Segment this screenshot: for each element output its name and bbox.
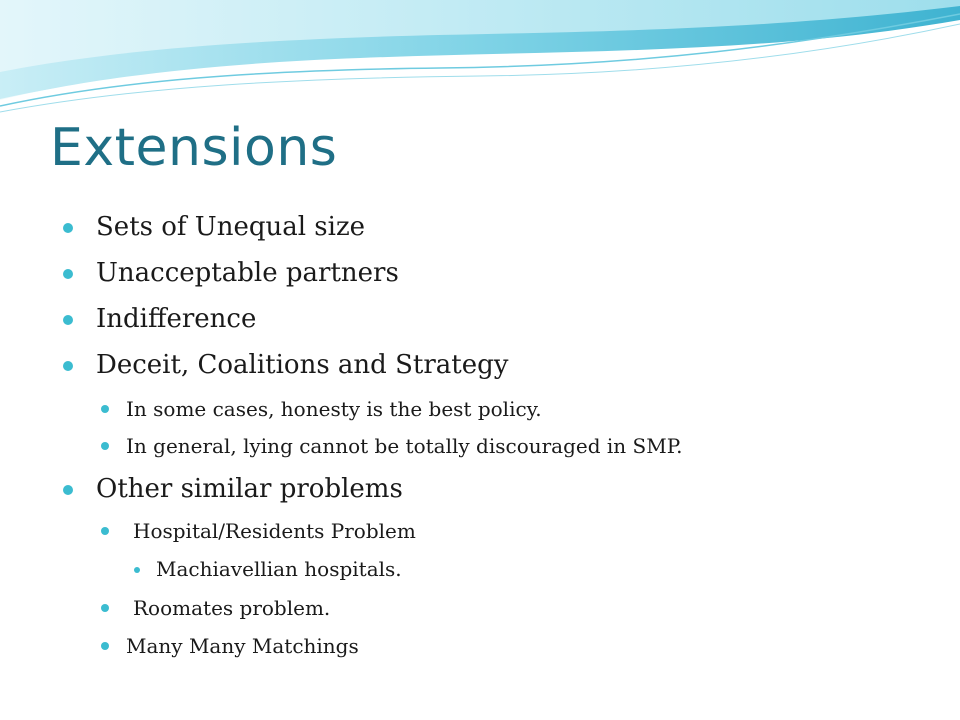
bullet-text: Roomates problem. <box>133 596 331 620</box>
bullet-text: In general, lying cannot be totally discouraged in SMP. <box>126 434 683 458</box>
bullet-text: In some cases, honesty is the best policy. <box>126 397 542 421</box>
bullet-text: Machiavellian hospitals. <box>156 557 402 581</box>
bullet-dot-icon <box>101 405 109 413</box>
bullet-dot-icon <box>63 223 73 233</box>
slide-title: Extensions <box>50 118 338 178</box>
bullet-text: Other similar problems <box>96 474 403 504</box>
bullet-sets-unequal-size <box>96 212 365 242</box>
bullet-dot-icon <box>101 604 109 612</box>
subbullet-lying-smp <box>126 434 682 458</box>
bullet-dot-icon <box>63 315 73 325</box>
bullet-dot-icon <box>101 442 109 450</box>
bullet-dot-icon <box>63 361 73 371</box>
bullet-text: Indifference <box>96 304 257 334</box>
bullet-other-similar-problems <box>96 474 403 504</box>
bullet-text: Unacceptable partners <box>96 258 399 288</box>
bullet-unacceptable-partners <box>96 258 399 288</box>
bullet-dot-icon <box>63 485 73 495</box>
bullet-text: Sets of Unequal size <box>96 212 366 242</box>
bullet-text: Hospital/Residents Problem <box>133 519 416 543</box>
bullet-dot-icon <box>63 269 73 279</box>
bullet-text: Deceit, Coalitions and Strategy <box>96 350 509 380</box>
bullet-dot-icon <box>101 642 109 650</box>
subbullet-many-many-matchings <box>126 634 359 658</box>
bullet-indifference <box>96 304 256 334</box>
bullet-deceit-coalitions-strategy <box>96 350 508 380</box>
bullet-dot-icon <box>101 527 109 535</box>
subbullet-honesty-best-policy <box>126 397 542 421</box>
bullet-text: Many Many Matchings <box>126 634 359 658</box>
subbullet-roomates-problem <box>133 596 330 620</box>
subbullet-hospital-residents <box>133 519 416 543</box>
subbullet-machiavellian-hospitals <box>156 557 402 581</box>
bullet-dot-icon <box>134 567 140 573</box>
